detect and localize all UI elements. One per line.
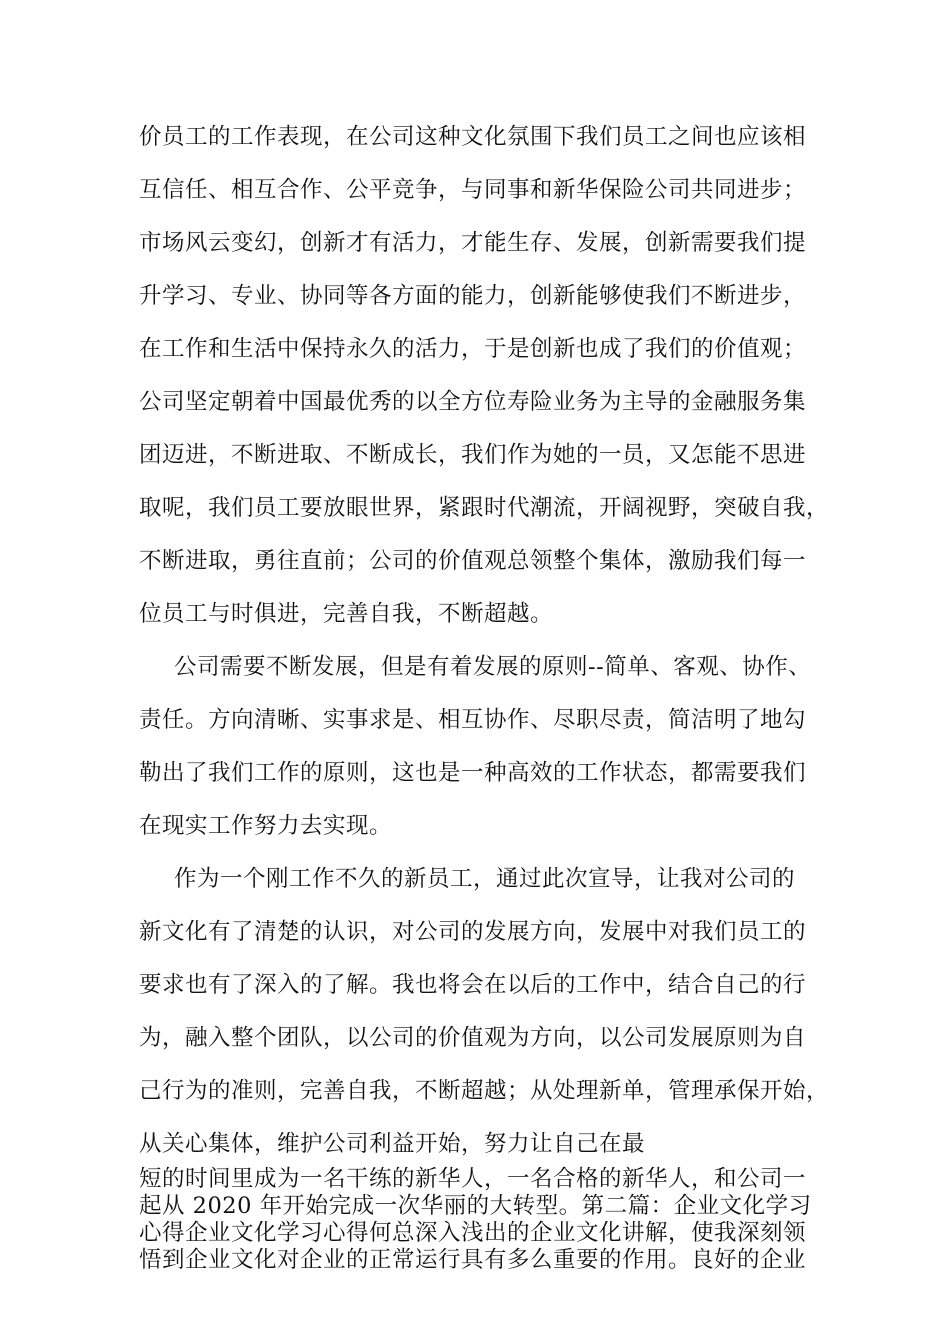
body-text-line-tight: 起从 2020 年开始完成一次华丽的大转型。第二篇：企业文化学习 [139, 1193, 812, 1219]
body-text-line: 团迈进，不断进取、不断成长，我们作为她的一员，又怎能不思进 [139, 442, 807, 468]
body-text-line: 为，融入整个团队，以公司的价值观为方向，以公司发展原则为自 [139, 1025, 807, 1051]
body-text-line: 从关心集体，维护公司利益开始，努力让自己在最 [139, 1131, 646, 1157]
body-text-line-tight: 悟到企业文化对企业的正常运行具有多么重要的作用。良好的企业 [139, 1247, 807, 1273]
body-text-line: 在现实工作努力去实现。 [139, 813, 393, 839]
body-text-line: 要求也有了深入的了解。我也将会在以后的工作中，结合自己的行 [139, 972, 807, 998]
body-text-line: 取呢，我们员工要放眼世界，紧跟时代潮流，开阔视野，突破自我， [139, 495, 830, 521]
body-text-line: 价员工的工作表现，在公司这种文化氛围下我们员工之间也应该相 [139, 124, 807, 150]
body-text-line: 位员工与时俱进，完善自我，不断超越。 [139, 601, 554, 627]
body-text-line: 互信任、相互合作、公平竞争，与同事和新华保险公司共同进步； [139, 177, 807, 203]
body-text-line: 责任。方向清晰、实事求是、相互协作、尽职尽责，简洁明了地勾 [139, 707, 807, 733]
body-text-line: 不断进取，勇往直前；公司的价值观总领整个集体，激励我们每一 [139, 548, 807, 574]
body-text-line: 新文化有了清楚的认识，对公司的发展方向，发展中对我们员工的 [139, 919, 807, 945]
paragraph-first-line: 作为一个刚工作不久的新员工，通过此次宣导，让我对公司的 [174, 866, 796, 892]
body-text-line: 己行为的准则，完善自我，不断超越；从处理新单，管理承保开始， [139, 1078, 830, 1104]
body-text-line-tight: 心得企业文化学习心得何总深入浅出的企业文化讲解，使我深刻领 [139, 1220, 807, 1246]
body-text-line: 升学习、专业、协同等各方面的能力，创新能够使我们不断进步， [139, 283, 807, 309]
body-text-line: 公司坚定朝着中国最优秀的以全方位寿险业务为主导的金融服务集 [139, 389, 807, 415]
body-text-line: 在工作和生活中保持永久的活力，于是创新也成了我们的价值观； [139, 336, 807, 362]
body-text-line: 勒出了我们工作的原则，这也是一种高效的工作状态，都需要我们 [139, 760, 807, 786]
body-text-line-tight: 短的时间里成为一名干练的新华人，一名合格的新华人，和公司一 [139, 1166, 807, 1192]
body-text-line: 市场风云变幻，创新才有活力，才能生存、发展，创新需要我们提 [139, 230, 807, 256]
paragraph-first-line: 公司需要不断发展，但是有着发展的原则--简单、客观、协作、 [174, 654, 812, 680]
